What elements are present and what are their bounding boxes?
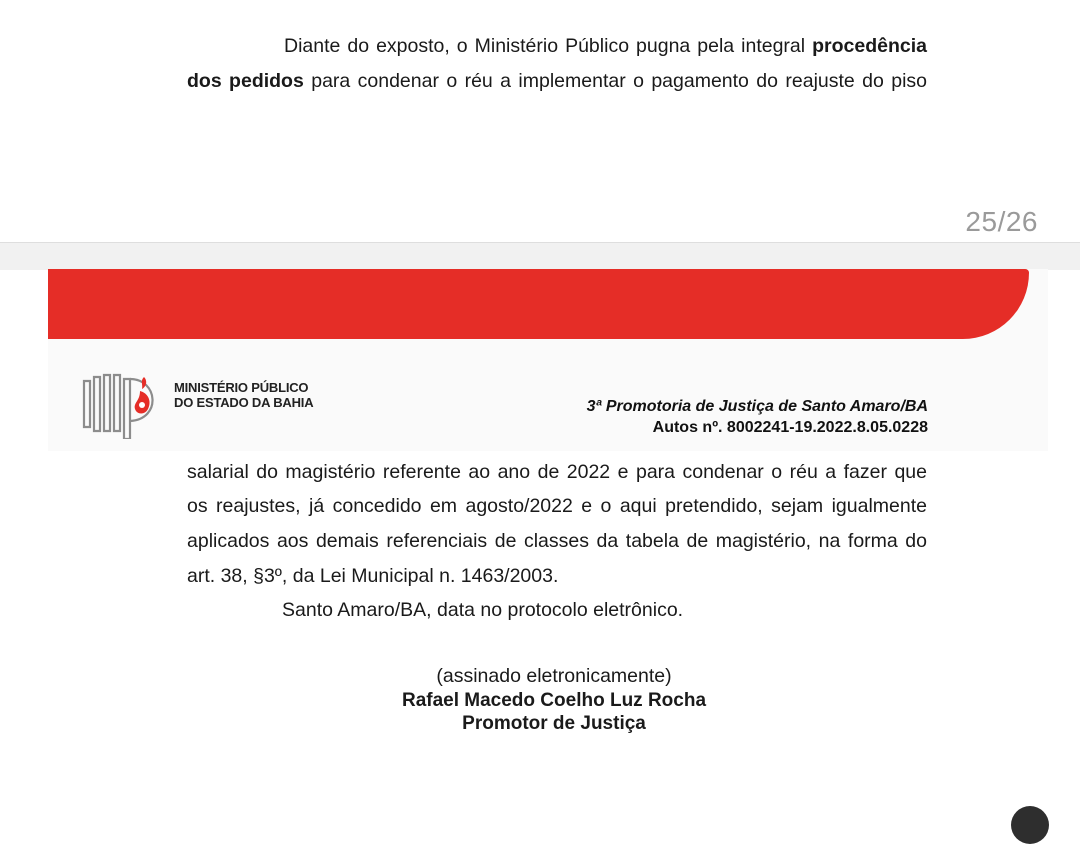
organization-name-line-1: MINISTÉRIO PÚBLICO (174, 380, 309, 395)
paragraph-conclusion-line-1 (187, 29, 927, 64)
organization-name (174, 380, 313, 410)
mp-logo-icon (82, 369, 162, 439)
signer-title: Promotor de Justiça (462, 713, 646, 734)
organization-name-line-2: DO ESTADO DA BAHIA (174, 395, 314, 410)
signer-name: Rafael Macedo Coelho Luz Rocha (401, 690, 707, 711)
body-line-3: aplicados aos demais referenciais de classes da tabela de magistério, na forma do (187, 530, 927, 552)
paragraph-conclusion-line-2 (187, 64, 927, 99)
body-line-2: os reajustes, já concedido em agosto/2022 e o aqui pretendido, sejam igualmente (187, 495, 927, 517)
page-separator (0, 242, 1080, 270)
letterhead-red-band (48, 269, 1029, 339)
page-counter: 25/26 (965, 206, 1038, 237)
conclusion-bold-continuation: dos pedidos (187, 70, 304, 92)
signature-note: (assinado eletronicamente) (436, 665, 672, 687)
case-number: Autos nº. 8002241-19.2022.8.05.0228 (652, 419, 928, 436)
conclusion-text-continuation: para condenar o réu a implementar o pagamento do reajuste do piso (303, 70, 928, 92)
promotoria-title: 3ª Promotoria de Justiça de Santo Amaro/BA (586, 398, 928, 415)
body-line-1: salarial do magistério referente ao ano de 2022 e para condenar o réu a fazer que (187, 461, 927, 483)
letterhead-header (48, 269, 1048, 451)
document-page-previous (0, 0, 1080, 242)
conclusion-bold-text: procedência (812, 35, 927, 57)
conclusion-text: Diante do exposto, o Ministério Público pugna pela integral (284, 35, 813, 57)
place-date-line: Santo Amaro/BA, data no protocolo eletrônico. (282, 599, 684, 621)
floating-action-button[interactable] (1011, 806, 1049, 844)
body-line-4: art. 38, §3º, da Lei Municipal n. 1463/2003. (187, 565, 559, 587)
